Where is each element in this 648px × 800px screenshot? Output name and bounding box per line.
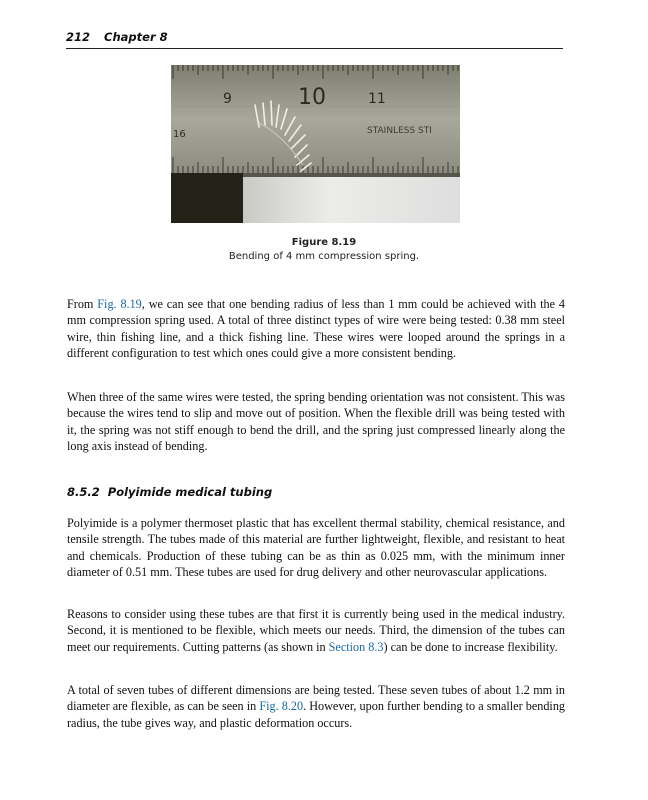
p1-text-post: , we can see that one bending radius of less than 1 mm could be achieved with the 4 mm compression spring used. A total of three distinct types of wire were being tested: 0.38 mm steel wire, thin fishing line, and a thick fishing line. These wires were looped around the springs in a different configuration to test which ones could give a more consistent bending. — [67, 297, 565, 360]
white-block — [243, 177, 460, 223]
page-number: 212 — [66, 30, 91, 44]
ruler-number-9: 9 — [223, 91, 232, 107]
paragraph-5 — [67, 682, 565, 731]
ruler-number-11: 11 — [368, 91, 386, 107]
p4-text-pre: Reasons to consider using these tubes are that first it is currently being used in the medical industry. Second, it is mentioned to be flexible, which meets our needs. Third, the dimension of the tubes can meet our requirements. Cutting patterns (as shown in — [67, 607, 565, 654]
ruler-number-10: 10 — [298, 85, 326, 110]
p5-text-pre: A total of seven tubes of different dimensions are being tested. These seven tubes of about 1.2 mm in diameter are flexible, as can be seen in — [67, 683, 565, 714]
section-number: 8.5.2 — [67, 485, 100, 499]
chapter-title: Chapter 8 — [104, 30, 168, 44]
fig-8-19-link[interactable]: Fig. 8.19 — [97, 297, 142, 311]
paragraph-1 — [67, 296, 565, 361]
block-shadow — [243, 173, 460, 177]
p1-text-pre: From — [67, 297, 98, 311]
running-head — [66, 30, 563, 49]
figure-label: Figure 8.19 — [291, 237, 357, 248]
fig-8-20-link[interactable]: Fig. 8.20 — [259, 699, 304, 714]
ruler-stainless-text: STAINLESS STI — [367, 126, 432, 136]
ruler-body — [171, 65, 460, 173]
section-title: Polyimide medical tubing — [107, 485, 273, 499]
p4-text-post: ) can be done to increase flexibility. — [383, 639, 558, 654]
figure-caption-text: Bending of 4 mm compression spring. — [228, 251, 420, 262]
section-heading — [67, 485, 565, 499]
figure-photo — [171, 65, 460, 223]
figure-caption — [100, 236, 548, 264]
paragraph-4 — [67, 606, 565, 655]
p5-text-post: . However, upon further bending to a smaller bending radius, the tube gives way, and plastic deformation occurs. — [67, 699, 566, 730]
ruler-number-16: 16 — [173, 129, 186, 140]
paragraph-3: Polyimide is a polymer thermoset plastic that has excellent thermal stability, chemical resistance, and tensile strength. The tubes made of this material are further lightweight, flexible, and resistant to heat and chemicals. Production of these tubing can be as thin as 0.025 mm, with the minimum inner diameter of 0.51 mm. These tubes are used for drug delivery and other neurovascular applications. — [67, 516, 565, 579]
section-8-3-link[interactable]: Section 8.3 — [328, 639, 384, 654]
paragraph-2: When three of the same wires were tested, the spring bending orientation was not consistent. This was because the wires tend to slip and move out of position. When the flexible drill was being tested with it, the spring was not stiff enough to bend the drill, and the spring just compressed linearly along the long axis instead of bending. — [67, 390, 565, 453]
